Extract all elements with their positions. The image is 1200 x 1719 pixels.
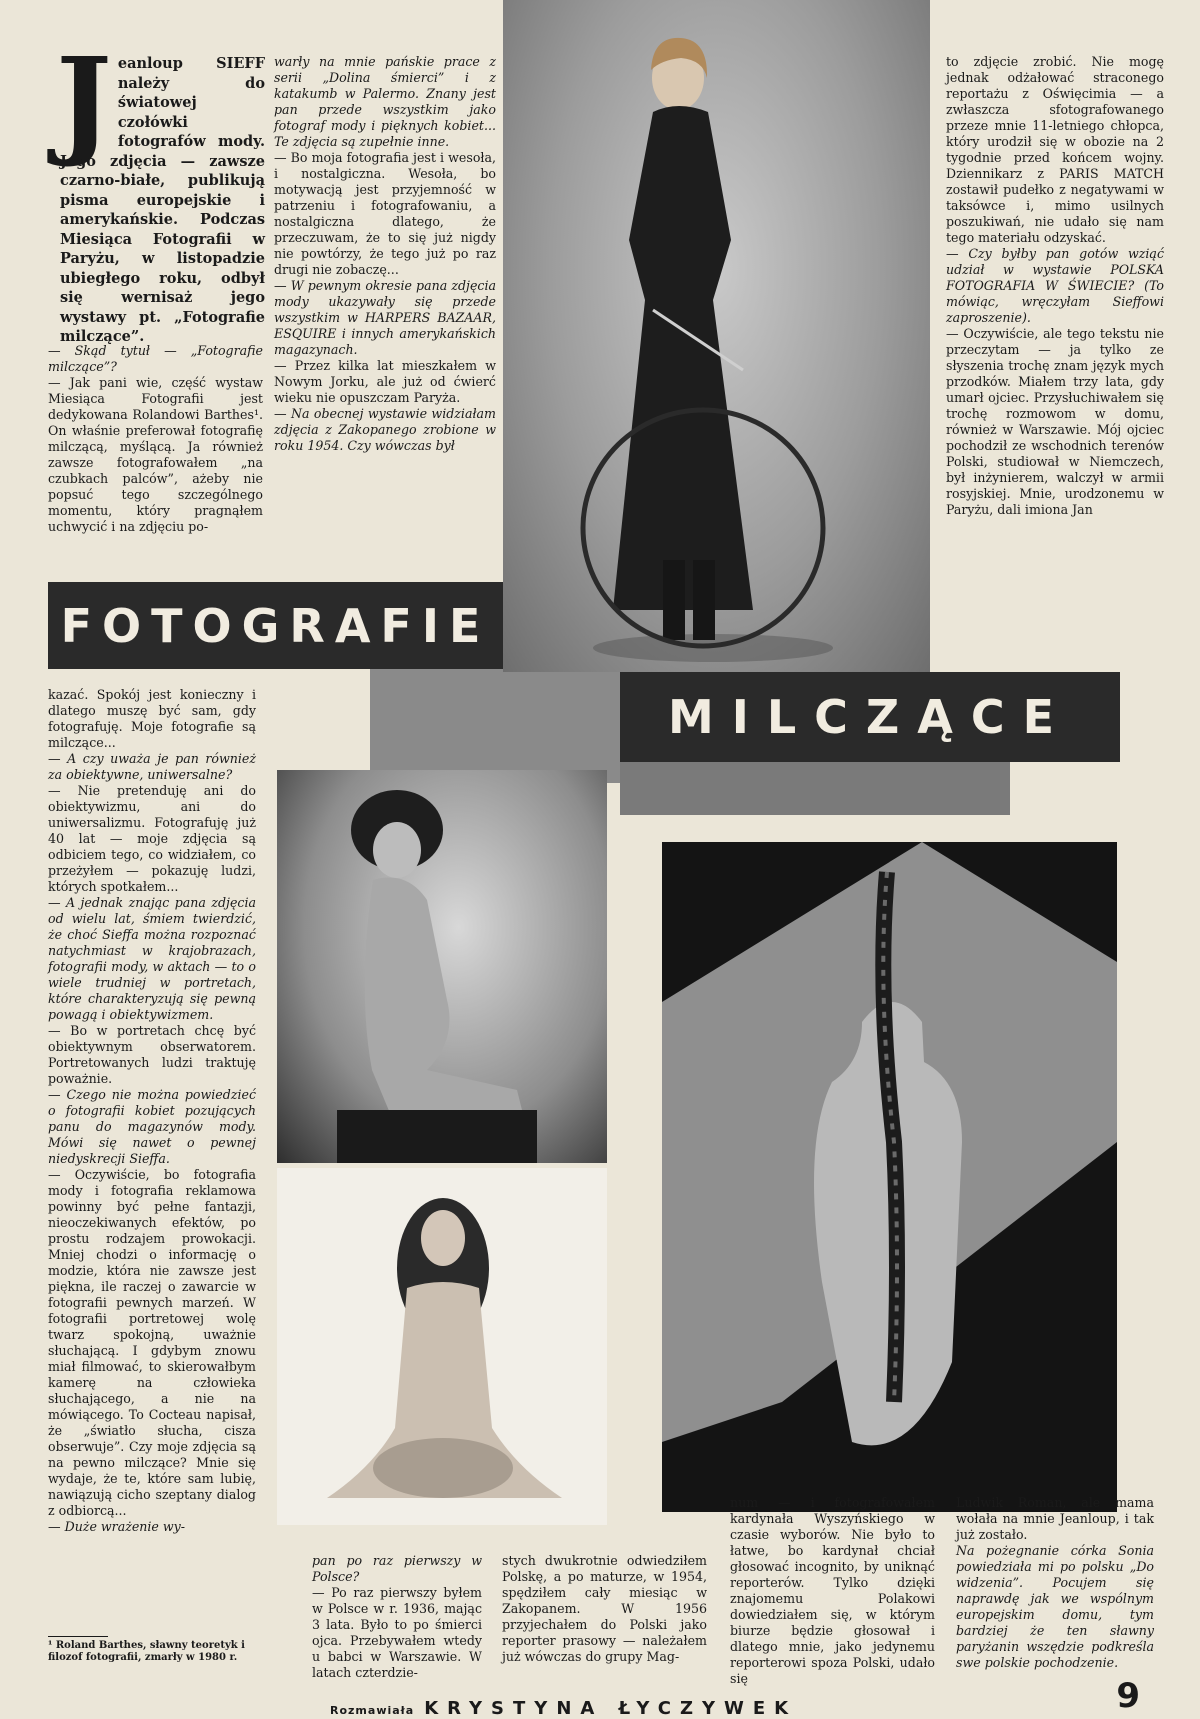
footnote-rule bbox=[48, 1636, 108, 1637]
question-title: — Skąd tytuł — „Fotografie milczące”? bbox=[48, 343, 263, 374]
title-banner-fotografie bbox=[48, 582, 503, 669]
col4-para-1: kazać. Spokój jest konieczny i dlatego muszę być sam, gdy fotografuję. Moje fotografie są milczące... bbox=[48, 687, 256, 750]
grey-block-right bbox=[620, 760, 1010, 815]
column-1 bbox=[48, 343, 263, 565]
photo-woman-with-hoop bbox=[503, 0, 930, 672]
column-4 bbox=[48, 687, 256, 1637]
col4-para-4: — A jednak znając pana zdjęcia od wielu lat, śmiem twierdzić, że choć Sieffa można rozpoznać natychmiast w krajobrazach, fotografii mody, w aktach — to o wiele trudniej w portretach, które charakteryzują się pewną powagą i obiektywizmem. bbox=[48, 895, 256, 1022]
col4-para-7: — Oczywiście, bo fotografia mody i fotografia reklamowa powinny być pełne fantazji, nieoczekiwanych efektów, po prostu rodzajem prowokacji. Mniej chodzi o informację o modzie, która nie zawsze jest piękna, ile raczej o zawarcie w fotografii pewnych marzeń. W fotografii portretowej wolę twarz spokojną, uważnie słuchającą. I gdybym znowu miał filmować, to skierowałbym kamerę na człowieka słuchającego, a nie na mówiącego. To Cocteau napisał, że „światło słucha, cisza obserwuje”. Czy moje zdjęcia są na pewno milczące? Mnie się wydaje, że te, które sam lubię, nawiązują cicho szeptany dialog z odbiorcą... bbox=[48, 1167, 256, 1518]
title-fotografie: FOTOGRAFIE bbox=[60, 598, 491, 653]
title-banner-milczace bbox=[620, 672, 1120, 762]
answer-title: — Jak pani wie, część wystaw Miesiąca Fotografii jest dedykowana Rolandowi Barthes¹. On właśnie preferował fotografię milczącą, myślącą. Ja również zawsze fotografowałem „na czubkach palców”, ażeby nie popsuć tego szczególnego momentu, który pragnąłem uchwycić i na zdjęciu po- bbox=[48, 375, 263, 534]
column-7 bbox=[730, 1495, 935, 1686]
col3-para-1: to zdjęcie zrobić. Nie mogę jednak odżałować straconego reportażu z Oświęcimia — a zwłaszcza sfotografowanego przeze mnie 11-letniego chłopca, który urodził się w obozie na 2 tygodnie przed końcem wojny. Dziennikarz z PARIS MATCH zostawił pudełko z negatywami w taksówce i, mimo usilnych poszukiwań, nie udało się nam tego materiału odzyskać. bbox=[946, 54, 1164, 245]
photo-seated-woman bbox=[277, 770, 607, 1163]
col3-para-3: — Oczywiście, ale tego tekstu nie przeczytam — ja tylko ze słyszenia trochę znam język mych przodków. Miałem trzy lata, gdy umarł ojciec. Przysłuchiwałem się trochę rozmowom w domu, również w Warszawie. Mój ojciec pochodził ze wschodnich terenów Polski, studiował w Niemczech, był inżynierem, walczył w armii rosyjskiej. Mnie, urodzonemu w Paryżu, dali imiona Jan bbox=[946, 326, 1164, 517]
byline-prefix: Rozmawiała bbox=[330, 1704, 415, 1717]
col2-para-1: warły na mnie pańskie prace z serii „Dolina śmierci” i z katakumb w Palermo. Znany jest pan przede wszystkim jako fotograf mody i pięknych kobiet... Te zdjęcia są zupełnie inne. bbox=[274, 54, 496, 149]
column-5 bbox=[312, 1553, 482, 1680]
page-number: 9 bbox=[1116, 1676, 1140, 1716]
column-3 bbox=[946, 54, 1164, 654]
column-2 bbox=[274, 54, 496, 566]
intro-lead bbox=[56, 31, 265, 347]
column-8 bbox=[956, 1495, 1154, 1675]
col3-para-2: — Czy byłby pan gotów wziąć udział w wystawie POLSKA FOTOGRAFIA W ŚWIECIE? (To mówiąc, wręczyłam Sieffowi zaproszenie). bbox=[946, 246, 1164, 325]
col4-para-2: — A czy uważa je pan również za obiektywne, uniwersalne? bbox=[48, 751, 256, 782]
title-milczace: MILCZĄCE bbox=[667, 690, 1073, 744]
intro-text: eanloup SIEFF należy do światowej czołówki fotografów mody. Jego zdjęcia — zawsze czarno-białe, publikują pisma europejskie i amerykańskie. Podczas Miesiąca Fotografii w Paryżu, w listopadzie ubiegłego roku, odbył się wernisaż jego wystawy pt. „Fotografie milczące”. bbox=[60, 55, 265, 345]
photo-woman-with-braid bbox=[662, 842, 1117, 1512]
column-6 bbox=[502, 1553, 707, 1673]
col4-para-3: — Nie pretenduję ani do obiektywizmu, ani do uniwersalizmu. Fotografuję już 40 lat — moje zdjęcia są odbiciem tego, co widziałem, co przeżyłem — pokazuję ludzi, których spotkałem... bbox=[48, 783, 256, 894]
byline-author: KRYSTYNA ŁYCZYWEK bbox=[424, 1698, 798, 1719]
col5-para-1: pan po raz pierwszy w Polsce? bbox=[312, 1553, 482, 1584]
col6-para-1: stych dwukrotnie odwiedziłem Polskę, a po maturze, w 1954, spędziłem cały miesiąc w Zakopanem. W 1956 przyjechałem do Polski jako reporter prasowy — należałem już wówczas do grupy Mag- bbox=[502, 1553, 707, 1664]
byline bbox=[330, 1698, 797, 1719]
col8-para-2: Na pożegnanie córka Sonia powiedziała mi po polsku „Do widzenia”. Pocujem się naprawdę jak we wspólnym europejskim domu, tym bardziej że ten sławny paryżanin wszędzie podkreśla swe polskie pochodzenie. bbox=[956, 1543, 1154, 1670]
footnote: ¹ Roland Barthes, sławny teoretyk i filozof fotografii, zmarły w 1980 r. bbox=[48, 1640, 245, 1663]
col2-para-4: — Przez kilka lat mieszkałem w Nowym Jorku, ale już od ćwierć wieku nie opuszczam Paryża. bbox=[274, 358, 496, 405]
col4-para-8: — Duże wrażenie wy- bbox=[48, 1519, 186, 1534]
photo-woman-frontal bbox=[277, 1168, 607, 1525]
grey-block-mid bbox=[370, 668, 620, 783]
col7-para-1: num — i fotografowałem kardynała Wyszyńskiego w czasie wyborów. Nie było to łatwe, bo kardynał chciał głosować incognito, by uniknąć reporterów. Tylko dzięki znajomemu Polakowi dowiedziałem się, w którym biurze będzie głosował i dlatego mnie, jako jedynemu reporterowi spoza Polski, udało się bbox=[730, 1495, 935, 1686]
col4-para-6: — Czego nie można powiedzieć o fotografii kobiet pozujących panu do magazynów mody. Mówi się nawet o pewnej niedyskrecji Sieffa. bbox=[48, 1087, 256, 1166]
col2-para-2: — Bo moja fotografia jest i wesoła, i nostalgiczna. Wesoła, bo motywacją jest przyjemność w patrzeniu i fotografowaniu, a nostalgiczna dlatego, że przeczuwam, że to się już nigdy nie powtórzy, że tego już po raz drugi nie zobaczę... bbox=[274, 150, 496, 277]
col2-para-5: — Na obecnej wystawie widziałam zdjęcia z Zakopanego zrobione w roku 1954. Czy wówczas był bbox=[274, 406, 496, 453]
col2-para-3: — W pewnym okresie pana zdjęcia mody ukazywały się przede wszystkim w HARPERS BAZAAR, ESQUIRE i innych amerykańskich magazynach. bbox=[274, 278, 496, 357]
drop-cap: J bbox=[56, 31, 112, 170]
col4-para-5: — Bo w portretach chcę być obiektywnym obserwatorem. Portretowanych ludzi traktuję poważnie. bbox=[48, 1023, 256, 1086]
col5-para-2: — Po raz pierwszy byłem w Polsce w r. 1936, mając 3 lata. Było to po śmierci ojca. Przebywałem wtedy u babci w Warszawie. W latach czterdzie- bbox=[312, 1585, 482, 1680]
col8-para-1: Ludwik Roman, ale mama wołała na mnie Jeanloup, i tak już zostało. bbox=[956, 1495, 1154, 1542]
